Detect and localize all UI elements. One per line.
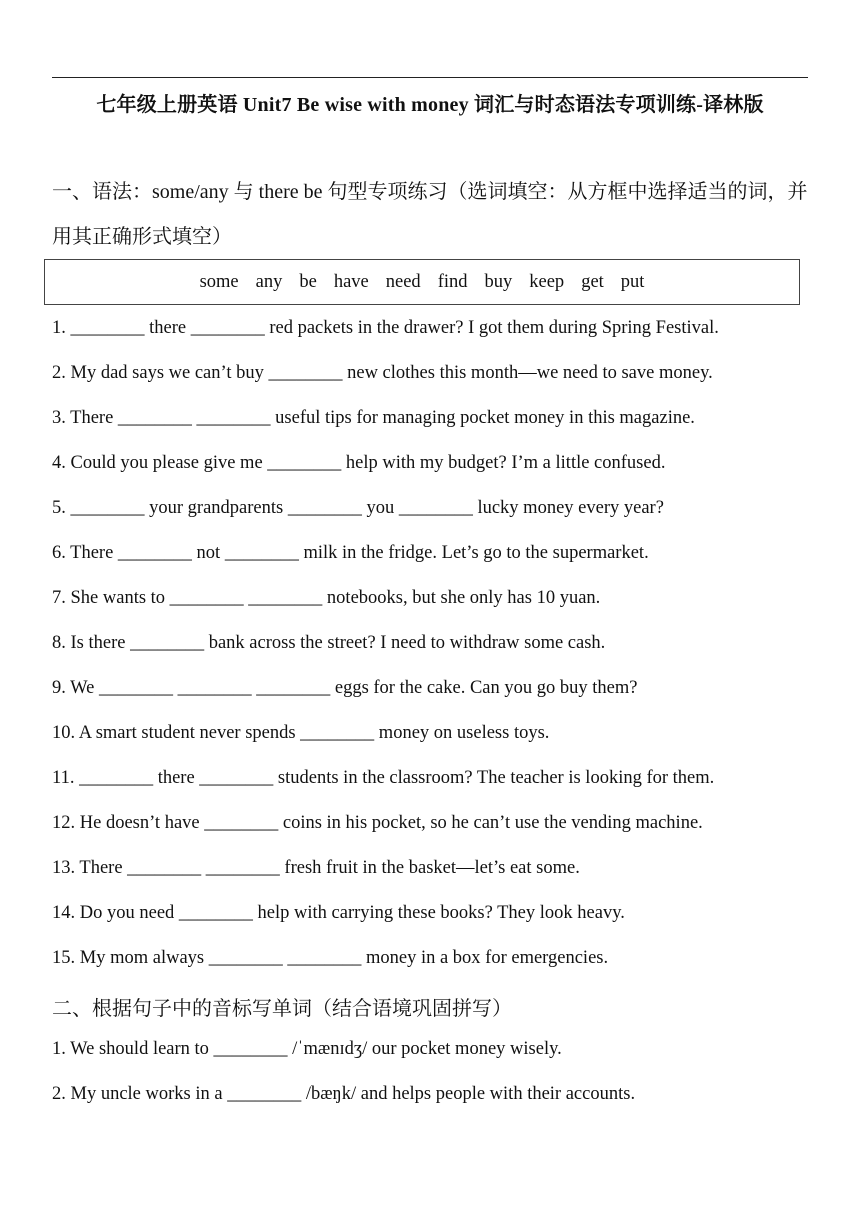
question-item: 7. She wants to ________ ________ notebooks, but she only has 10 yuan. bbox=[52, 588, 601, 608]
word-bank-box bbox=[44, 259, 800, 305]
question-item: 1. ________ there ________ red packets in the drawer? I got them during Spring Festival. bbox=[52, 318, 719, 338]
question-item: 5. ________ your grandparents ________ you ________ lucky money every year? bbox=[52, 498, 664, 518]
section-2-heading: 二、根据句子中的音标写单词（结合语境巩固拼写） bbox=[52, 998, 512, 1020]
question-item: 14. Do you need ________ help with carrying these books? They look heavy. bbox=[52, 903, 625, 923]
question-item: 12. He doesn’t have ________ coins in his pocket, so he can’t use the vending machine. bbox=[52, 813, 703, 833]
word-bank-item: buy bbox=[484, 271, 513, 292]
question-item: 9. We ________ ________ ________ eggs for the cake. Can you go buy them? bbox=[52, 678, 638, 698]
word-bank-item: put bbox=[620, 271, 645, 292]
section-1-heading: 一、语法：some/any 与 there be 句型专项练习（选词填空：从方框中选择适当的词，并用其正确形式填空） bbox=[52, 181, 808, 248]
question-item: 6. There ________ not ________ milk in the fridge. Let’s go to the supermarket. bbox=[52, 543, 649, 563]
question-item: 8. Is there ________ bank across the street? I need to withdraw some cash. bbox=[52, 633, 606, 653]
word-bank-item: any bbox=[255, 271, 283, 292]
word-bank-item: some bbox=[199, 271, 239, 292]
word-bank-item: get bbox=[581, 271, 604, 292]
word-bank-item: have bbox=[333, 271, 369, 292]
word-bank-item: be bbox=[299, 271, 317, 292]
question-item: 2. My dad says we can’t buy ________ new clothes this month—we need to save money. bbox=[52, 363, 713, 383]
question-item: 10. A smart student never spends ________ money on useless toys. bbox=[52, 723, 550, 743]
word-bank-item: need bbox=[385, 271, 421, 292]
page-title: 七年级上册英语 Unit7 Be wise with money 词汇与时态语法专项训练-译林版 bbox=[96, 94, 764, 116]
word-bank-item: find bbox=[437, 271, 468, 292]
question-item: 2. My uncle works in a ________ /bæŋk/ and helps people with their accounts. bbox=[52, 1084, 636, 1104]
question-item: 1. We should learn to ________ /ˈmænɪdʒ/ our pocket money wisely. bbox=[52, 1039, 562, 1059]
question-item: 15. My mom always ________ ________ money in a box for emergencies. bbox=[52, 948, 609, 968]
question-item: 3. There ________ ________ useful tips for managing pocket money in this magazine. bbox=[52, 408, 695, 428]
question-item: 13. There ________ ________ fresh fruit in the basket—let’s eat some. bbox=[52, 858, 580, 878]
question-item: 11. ________ there ________ students in the classroom? The teacher is looking for them. bbox=[52, 768, 715, 788]
word-bank-item: keep bbox=[529, 271, 565, 292]
question-item: 4. Could you please give me ________ help with my budget? I’m a little confused. bbox=[52, 453, 666, 473]
top-rule bbox=[52, 77, 808, 78]
